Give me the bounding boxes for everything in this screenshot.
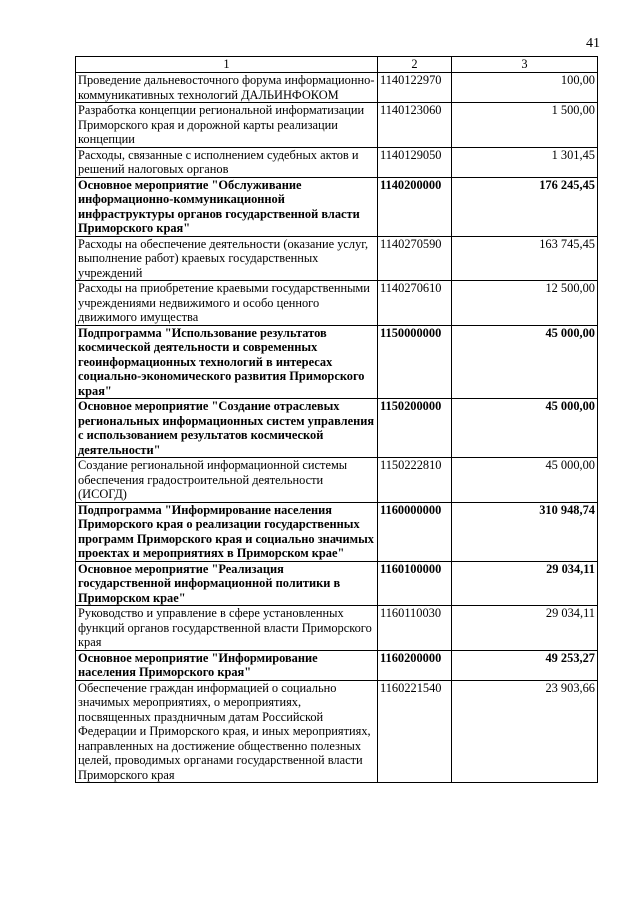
row-amount: 29 034,11 — [452, 606, 598, 651]
row-amount: 45 000,00 — [452, 458, 598, 503]
header-col-2: 2 — [378, 57, 452, 73]
row-name: Основное мероприятие "Реализация государственной информационной политики в Приморском крае" — [76, 561, 378, 606]
row-code: 1160110030 — [378, 606, 452, 651]
page-number: 41 — [586, 36, 600, 51]
row-code: 1140129050 — [378, 147, 452, 177]
row-name: Создание региональной информационной системы обеспечения градостроительной деятельности (ИСОГД) — [76, 458, 378, 503]
row-code: 1140200000 — [378, 177, 452, 236]
row-amount: 12 500,00 — [452, 281, 598, 326]
table-header-row — [76, 57, 598, 73]
row-amount: 100,00 — [452, 73, 598, 103]
row-name: Расходы на обеспечение деятельности (оказание услуг, выполнение работ) краевых государственных учреждений — [76, 236, 378, 281]
table-row — [76, 281, 598, 326]
row-code: 1160000000 — [378, 502, 452, 561]
row-amount: 49 253,27 — [452, 650, 598, 680]
row-name: Разработка концепции региональной информатизации Приморского края и дорожной карты реализации концепции — [76, 103, 378, 148]
row-name: Руководство и управление в сфере установленных функций органов государственной власти Приморского края — [76, 606, 378, 651]
header-col-1: 1 — [76, 57, 378, 73]
row-code: 1160200000 — [378, 650, 452, 680]
table-row — [76, 73, 598, 103]
table-row — [76, 147, 598, 177]
table-row — [76, 177, 598, 236]
table-row — [76, 236, 598, 281]
row-code: 1160221540 — [378, 680, 452, 783]
row-amount: 310 948,74 — [452, 502, 598, 561]
table-row — [76, 399, 598, 458]
row-amount: 163 745,45 — [452, 236, 598, 281]
row-amount: 29 034,11 — [452, 561, 598, 606]
row-name: Основное мероприятие "Информирование населения Приморского края" — [76, 650, 378, 680]
row-name: Обеспечение граждан информацией о социально значимых мероприятиях, о мероприятиях, посвященных праздничным датам Российской Федерации и Приморского края, и иных мероприятиях, направленных на достижение общественно полезных целей, проводимых органами государственной власти Приморского края — [76, 680, 378, 783]
budget-table — [75, 56, 598, 783]
table-row — [76, 680, 598, 783]
table-row — [76, 502, 598, 561]
row-code: 1140270590 — [378, 236, 452, 281]
row-amount: 176 245,45 — [452, 177, 598, 236]
row-name: Проведение дальневосточного форума информационно-коммуникативных технологий ДАЛЬИНФОКОМ — [76, 73, 378, 103]
row-amount: 1 500,00 — [452, 103, 598, 148]
row-amount: 1 301,45 — [452, 147, 598, 177]
row-name: Основное мероприятие "Обслуживание информационно-коммуникационной инфраструктуры органов государственной власти Приморского края" — [76, 177, 378, 236]
table-row — [76, 103, 598, 148]
row-amount: 45 000,00 — [452, 325, 598, 399]
row-code: 1160100000 — [378, 561, 452, 606]
header-col-3: 3 — [452, 57, 598, 73]
row-name: Подпрограмма "Использование результатов космической деятельности и современных геоинформационных технологий в интересах социально-экономического развития Приморского края" — [76, 325, 378, 399]
row-code: 1150200000 — [378, 399, 452, 458]
row-name: Основное мероприятие "Создание отраслевых региональных информационных систем управления с использованием результатов космической деятельности" — [76, 399, 378, 458]
row-code: 1140122970 — [378, 73, 452, 103]
row-code: 1140123060 — [378, 103, 452, 148]
table-row — [76, 458, 598, 503]
row-code: 1150222810 — [378, 458, 452, 503]
table-row — [76, 325, 598, 399]
row-amount: 23 903,66 — [452, 680, 598, 783]
row-code: 1150000000 — [378, 325, 452, 399]
row-name: Расходы на приобретение краевыми государственными учреждениями недвижимого и особо ценного движимого имущества — [76, 281, 378, 326]
row-name: Подпрограмма "Информирование населения Приморского края о реализации государственных программ Приморского края и социально значимых проектах и мероприятиях в Приморском крае" — [76, 502, 378, 561]
row-amount: 45 000,00 — [452, 399, 598, 458]
row-code: 1140270610 — [378, 281, 452, 326]
table-row — [76, 606, 598, 651]
table-row — [76, 650, 598, 680]
table-row — [76, 561, 598, 606]
row-name: Расходы, связанные с исполнением судебных актов и решений налоговых органов — [76, 147, 378, 177]
